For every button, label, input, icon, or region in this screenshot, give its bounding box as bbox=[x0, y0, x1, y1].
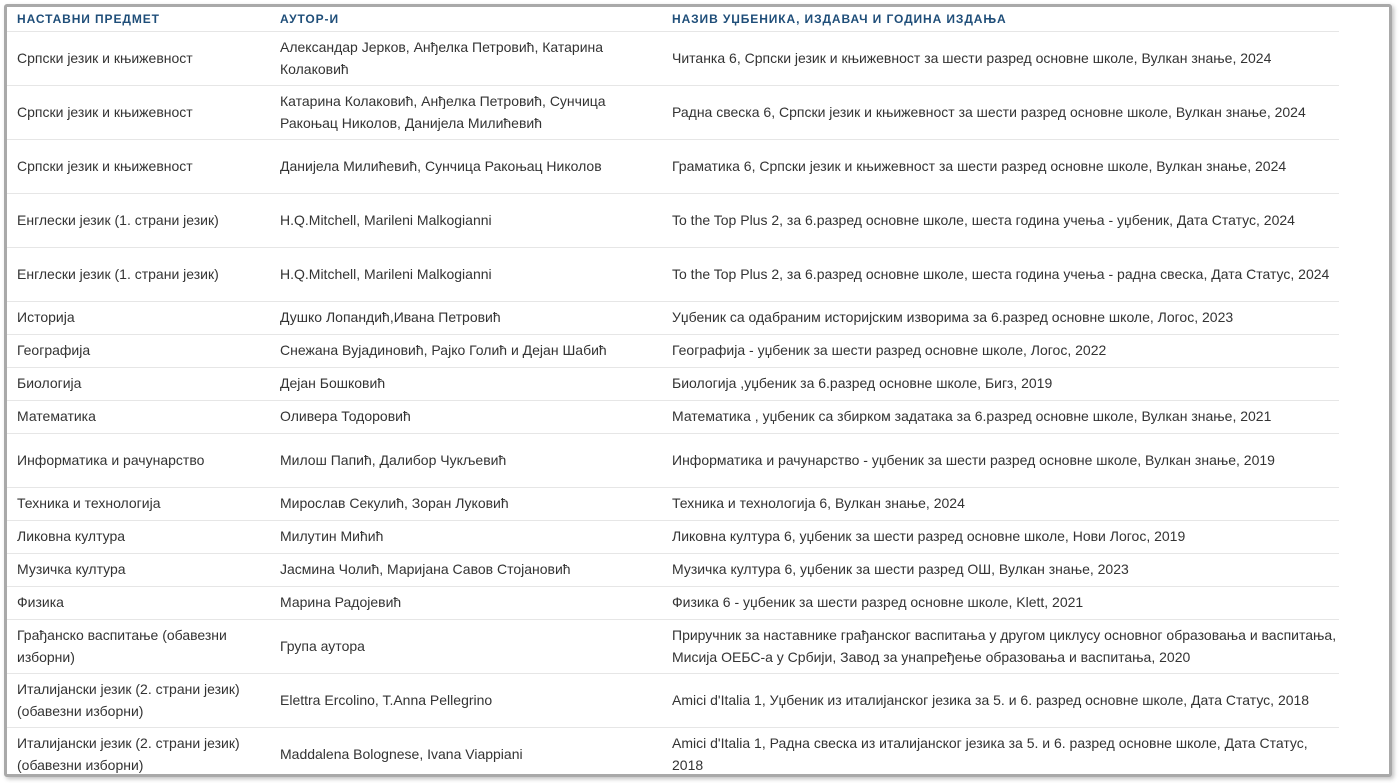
table-row bbox=[7, 32, 1339, 86]
cell-textbook: Ликовна култура 6, уџбеник за шести разред основне школе, Нови Логос, 2019 bbox=[662, 521, 1339, 554]
cell-subject: Географија bbox=[7, 335, 270, 368]
cell-authors: Мирослав Секулић, Зоран Луковић bbox=[270, 488, 662, 521]
cell-subject: Ликовна култура bbox=[7, 521, 270, 554]
cell-authors: Милутин Мићић bbox=[270, 521, 662, 554]
cell-subject: Италијански језик (2. страни језик) (обавезни изборни) bbox=[7, 728, 270, 778]
cell-subject: Математика bbox=[7, 401, 270, 434]
table-row bbox=[7, 434, 1339, 488]
cell-textbook: Читанка 6, Српски језик и књижевност за шести разред основне школе, Вулкан знање, 2024 bbox=[662, 32, 1339, 86]
table-header-row bbox=[7, 7, 1339, 32]
cell-authors: Дејан Бошковић bbox=[270, 368, 662, 401]
cell-subject: Српски језик и књижевност bbox=[7, 86, 270, 140]
cell-authors: Група аутора bbox=[270, 620, 662, 674]
cell-authors: H.Q.Mitchell, Marileni Malkogianni bbox=[270, 248, 662, 302]
header-authors: АУТОР-И bbox=[270, 7, 662, 32]
cell-textbook: Уџбеник са одабраним историјским изворима за 6.разред основне школе, Логос, 2023 bbox=[662, 302, 1339, 335]
cell-authors: Снежана Вујадиновић, Рајко Голић и Дејан Шабић bbox=[270, 335, 662, 368]
table-row bbox=[7, 401, 1339, 434]
table-row bbox=[7, 248, 1339, 302]
table-row bbox=[7, 368, 1339, 401]
cell-subject: Историја bbox=[7, 302, 270, 335]
table-row bbox=[7, 587, 1339, 620]
cell-textbook: Биологија ,уџбеник за 6.разред основне школе, Бигз, 2019 bbox=[662, 368, 1339, 401]
cell-authors: Марина Радојевић bbox=[270, 587, 662, 620]
cell-subject: Италијански језик (2. страни језик) (обавезни изборни) bbox=[7, 674, 270, 728]
cell-subject: Информатика и рачунарство bbox=[7, 434, 270, 488]
cell-textbook: Радна свеска 6, Српски језик и књижевност за шести разред основне школе, Вулкан знање, 2024 bbox=[662, 86, 1339, 140]
cell-subject: Српски језик и књижевност bbox=[7, 32, 270, 86]
table-row bbox=[7, 302, 1339, 335]
cell-textbook: Физика 6 - уџбеник за шести разред основне школе, Klett, 2021 bbox=[662, 587, 1339, 620]
header-subject: НАСТАВНИ ПРЕДМЕТ bbox=[7, 7, 270, 32]
cell-subject: Грађанско васпитање (обавезни изборни) bbox=[7, 620, 270, 674]
header-title-publisher-year: НАЗИВ УЏБЕНИКА, ИЗДАВАЧ И ГОДИНА ИЗДАЊА bbox=[662, 7, 1339, 32]
cell-subject: Енглески језик (1. страни језик) bbox=[7, 194, 270, 248]
cell-subject: Музичка култура bbox=[7, 554, 270, 587]
cell-textbook: Музичка култура 6, уџбеник за шести разред ОШ, Вулкан знање, 2023 bbox=[662, 554, 1339, 587]
cell-textbook: Amici d'Italia 1, Радна свеска из италијанског језика за 5. и 6. разред основне школе, Дата Статус, 2018 bbox=[662, 728, 1339, 778]
cell-authors: Elettra Ercolino, T.Anna Pellegrino bbox=[270, 674, 662, 728]
cell-subject: Техника и технологија bbox=[7, 488, 270, 521]
table-row bbox=[7, 620, 1339, 674]
table-row bbox=[7, 488, 1339, 521]
cell-authors: H.Q.Mitchell, Marileni Malkogianni bbox=[270, 194, 662, 248]
table-row bbox=[7, 86, 1339, 140]
table-row bbox=[7, 194, 1339, 248]
cell-subject: Српски језик и књижевност bbox=[7, 140, 270, 194]
textbook-table bbox=[7, 7, 1339, 777]
cell-subject: Енглески језик (1. страни језик) bbox=[7, 248, 270, 302]
cell-textbook: Техника и технологија 6, Вулкан знање, 2024 bbox=[662, 488, 1339, 521]
cell-textbook: Приручник за наставнике грађанског васпитања у другом циклусу основног образовања и васпитања, Мисија ОЕБС-а у Србији, Завод за унапређење образовања и васпитања, 2020 bbox=[662, 620, 1339, 674]
table-row bbox=[7, 140, 1339, 194]
cell-authors: Maddalena Bolognese, Ivana Viappiani bbox=[270, 728, 662, 778]
cell-authors: Катарина Колаковић, Анђелка Петровић, Сунчица Ракоњац Николов, Данијела Милићевић bbox=[270, 86, 662, 140]
cell-authors: Оливера Тодоровић bbox=[270, 401, 662, 434]
cell-subject: Биологија bbox=[7, 368, 270, 401]
cell-authors: Данијела Милићевић, Сунчица Ракоњац Николов bbox=[270, 140, 662, 194]
cell-textbook: Географија - уџбеник за шести разред основне школе, Логос, 2022 bbox=[662, 335, 1339, 368]
cell-textbook: Информатика и рачунарство - уџбеник за шести разред основне школе, Вулкан знање, 2019 bbox=[662, 434, 1339, 488]
table-row bbox=[7, 728, 1339, 778]
cell-authors: Душко Лопандић,Ивана Петровић bbox=[270, 302, 662, 335]
table-row bbox=[7, 554, 1339, 587]
cell-authors: Јасмина Чолић, Маријана Савов Стојановић bbox=[270, 554, 662, 587]
cell-textbook: To the Top Plus 2, за 6.разред основне школе, шеста година учења - уџбеник, Дата Статус, 2024 bbox=[662, 194, 1339, 248]
cell-authors: Милош Папић, Далибор Чукљевић bbox=[270, 434, 662, 488]
cell-subject: Физика bbox=[7, 587, 270, 620]
table-row bbox=[7, 521, 1339, 554]
table-row bbox=[7, 335, 1339, 368]
table-row bbox=[7, 674, 1339, 728]
cell-textbook: Математика , уџбеник са збирком задатака за 6.разред основне школе, Вулкан знање, 2021 bbox=[662, 401, 1339, 434]
cell-textbook: Граматика 6, Српски језик и књижевност за шести разред основне школе, Вулкан знање, 2024 bbox=[662, 140, 1339, 194]
cell-authors: Александар Јерков, Анђелка Петровић, Катарина Колаковић bbox=[270, 32, 662, 86]
cell-textbook: Amici d'Italia 1, Уџбеник из италијанског језика за 5. и 6. разред основне школе, Дата Статус, 2018 bbox=[662, 674, 1339, 728]
cell-textbook: To the Top Plus 2, за 6.разред основне школе, шеста година учења - радна свеска, Дата Статус, 2024 bbox=[662, 248, 1339, 302]
textbook-table-frame bbox=[4, 4, 1392, 777]
